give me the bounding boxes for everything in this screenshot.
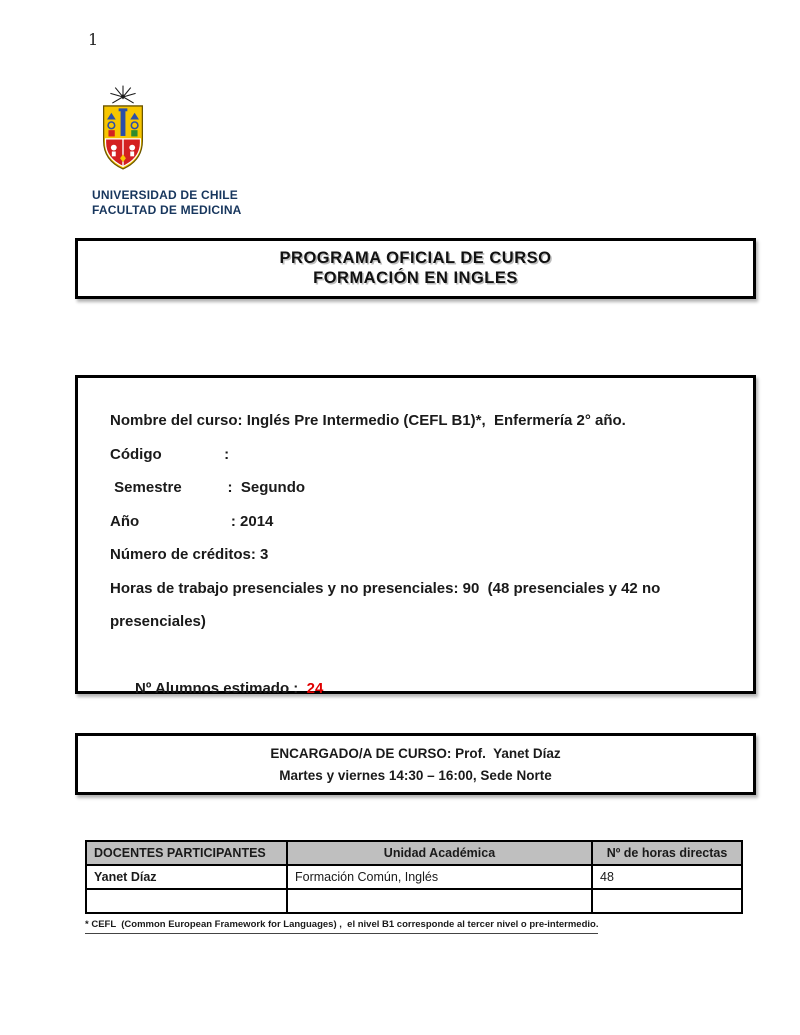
document-title-line1: PROGRAMA OFICIAL DE CURSO <box>279 249 552 267</box>
coat-of-arms-icon <box>92 84 154 186</box>
course-coordinator: ENCARGADO/A DE CURSO: Prof. Yanet Díaz <box>270 745 561 761</box>
cell-direct-hours: 48 <box>592 865 742 889</box>
page-number: 1 <box>88 30 99 49</box>
course-students-label: Nº Alumnos estimado : <box>135 680 307 697</box>
universidad-de-chile-logo <box>92 84 154 186</box>
course-year: Año : 2014 <box>110 512 274 530</box>
teachers-table <box>85 840 743 914</box>
course-students <box>110 639 723 740</box>
table-row <box>86 889 742 913</box>
title-box <box>75 238 756 299</box>
course-info-box <box>75 375 756 697</box>
cell-teacher-name: Yanet Díaz <box>86 865 287 889</box>
coordinator-box <box>75 733 756 795</box>
university-name-line1: UNIVERSIDAD DE CHILE <box>92 188 239 202</box>
course-schedule: Martes y viernes 14:30 – 16:00, Sede Norte <box>279 767 552 783</box>
header-docentes-participantes: DOCENTES PARTICIPANTES <box>86 841 287 865</box>
course-semester: Semestre : Segundo <box>110 479 306 496</box>
university-name <box>92 188 242 218</box>
document-title-line2: FORMACIÓN EN INGLES <box>313 269 518 287</box>
course-code: Código : <box>110 445 230 463</box>
teachers-table-wrap <box>85 840 741 914</box>
header-horas-directas: Nº de horas directas <box>592 841 742 865</box>
cell-empty <box>86 889 287 913</box>
table-header-row <box>86 841 742 865</box>
course-students-value: 24 <box>306 680 324 697</box>
header-unidad-academica: Unidad Académica <box>287 841 592 865</box>
cell-academic-unit: Formación Común, Inglés <box>287 865 592 889</box>
cefl-footnote: * CEFL (Common European Framework for Languages) , el nivel B1 corresponde al tercer nivel o pre-intermedio. <box>85 919 598 934</box>
course-hours: Horas de trabajo presenciales y no presenciales: 90 (48 presenciales y 42 no presenciales) <box>110 579 665 630</box>
course-credits: Número de créditos: 3 <box>110 546 269 563</box>
cell-empty <box>287 889 592 913</box>
table-row <box>86 865 742 889</box>
university-name-line2: FACULTAD DE MEDICINA <box>92 203 242 217</box>
course-name: Nombre del curso: Inglés Pre Intermedio (CEFL B1)*, Enfermería 2° año. <box>110 412 626 429</box>
cell-empty <box>592 889 742 913</box>
